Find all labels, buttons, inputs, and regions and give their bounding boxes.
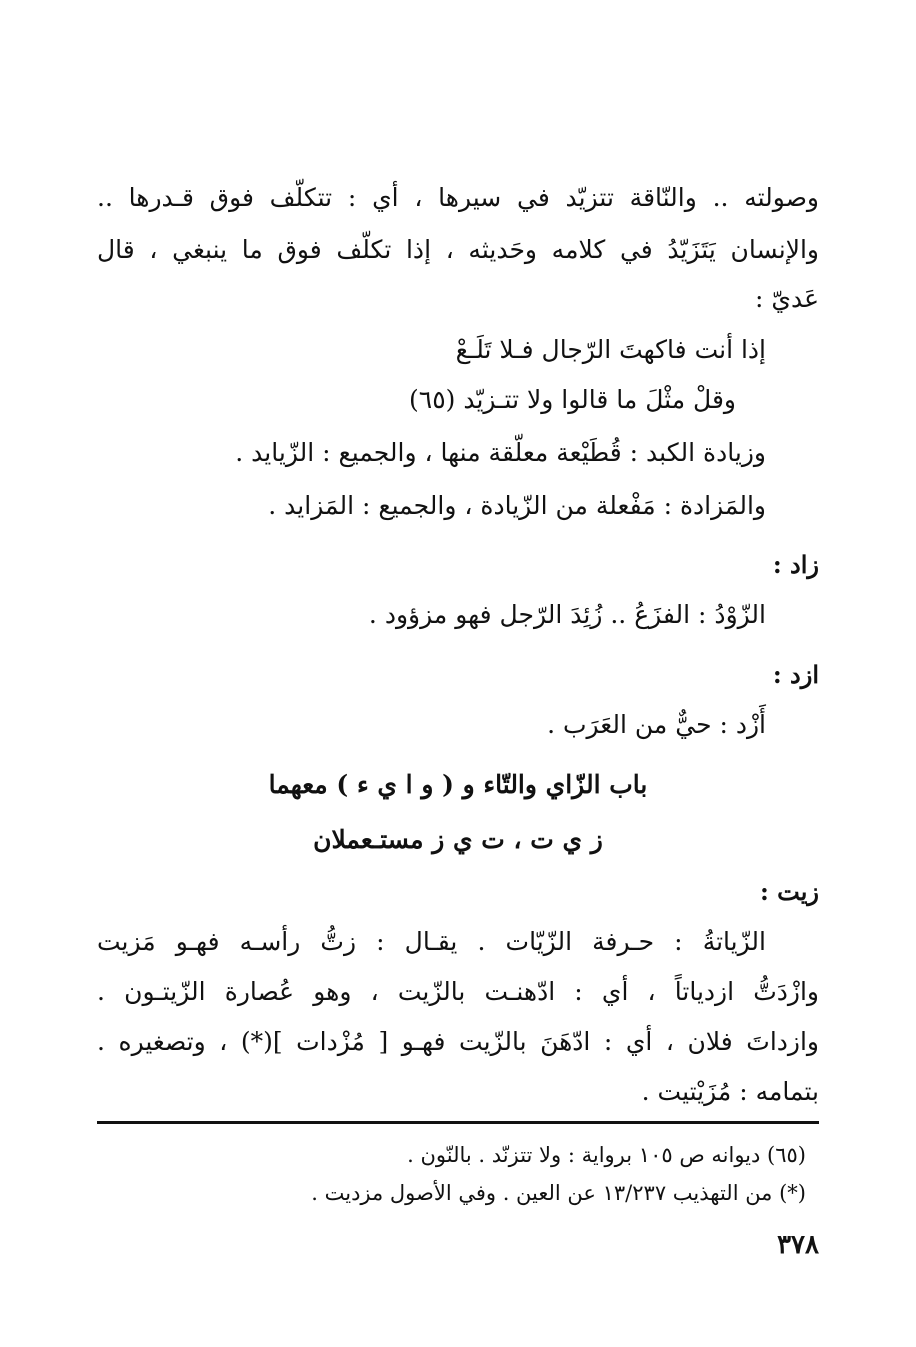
footnote-divider (97, 1121, 819, 1124)
entry-text-azd: أَزْد : حيٌّ من العَرَب . (547, 710, 766, 739)
footnote-65: (٦٥) ديوانه ص ١٠٥ برواية : ولا تتزنّد . بالنّون . (407, 1143, 806, 1167)
entry-text-zad: الزّوْدُ : الفزَعُ .. زُئِدَ الرّجل فهو مزؤود . (368, 600, 766, 629)
section-subtitle: ز ي ت ، ت ي ز مستـعملان (313, 825, 603, 854)
body-line-2: والإنسان يَتَزَيّدُ في كلامه وحَديثه ، إذا تكلّف فوق ما ينبغي ، قال (97, 235, 819, 264)
body-line-1: وصولته .. والنّاقة تتزيّد في سيرها ، أي : تتكلّف فوق قـدرها .. (97, 183, 819, 212)
entry-heading-azd: ازد : (772, 660, 819, 689)
zayt-line-2: وازْدَتُّ ازدياتاً ، أي : ادّهنـت بالزّيت ، وهو عُصارة الزّيتـون . (97, 977, 819, 1006)
body-line-4: وزيادة الكبد : قُطَيْعة معلّقة منها ، والجميع : الزّيايد . (235, 438, 766, 467)
footnote-asterisk: (*) من التهذيب ١٣/٢٣٧ عن العين . وفي الأصول مزديت . (311, 1181, 806, 1205)
verse-line-2: وقلْ مثْلَ ما قالوا ولا تتـزيّد (٦٥) (409, 385, 736, 414)
zayt-line-4: بتمامه : مُزَيْتيت . (641, 1077, 819, 1106)
page-number: ٣٧٨ (777, 1230, 819, 1260)
body-line-5: والمَزادة : مَفْعلة من الزّيادة ، والجميع : المَزايد . (268, 491, 766, 520)
zayt-line-1: الزّياتةُ : حـرفة الزّيّات . يقـال : زتُّ رأسـه فهـو مَزيت (97, 927, 766, 956)
entry-heading-zad: زاد : (772, 550, 819, 579)
zayt-line-3: وازداتَ فلان ، أي : ادّهَنَ بالزّيت فهـو [ مُزْدات ](*) ، وتصغيره . (97, 1027, 819, 1056)
body-line-3: عَديّ : (755, 284, 819, 313)
entry-heading-zayt: زيت : (759, 877, 819, 906)
verse-line-1: إذا أنت فاكهتَ الرّجال فـلا تَلَـعْ (455, 335, 766, 364)
section-title: باب الزّاي والتّاء و ( و ا ي ء ) معهما (268, 770, 648, 799)
